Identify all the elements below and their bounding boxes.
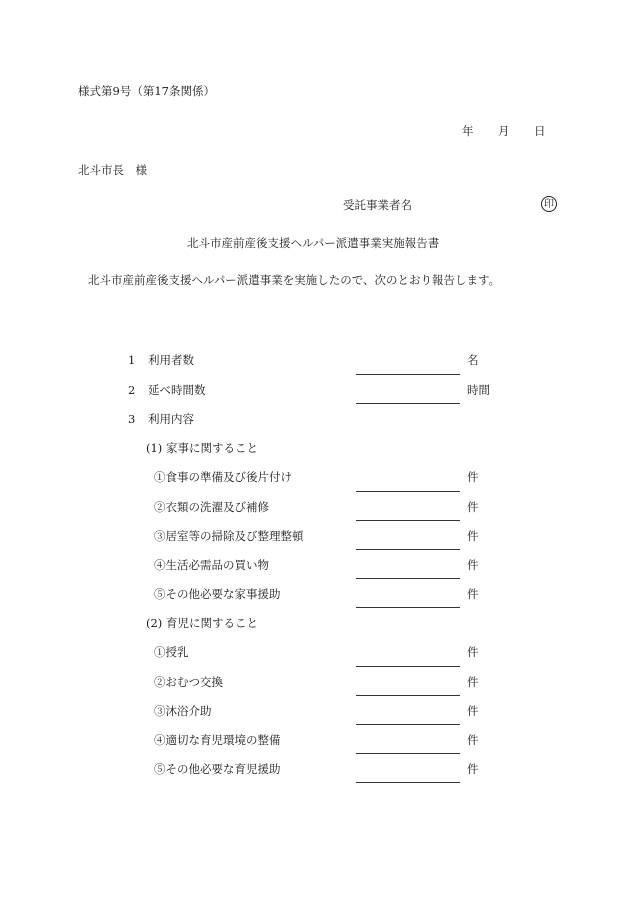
unit-label: 件	[467, 645, 479, 659]
entry-label: ③居室等の掃除及び整理整頓	[154, 529, 304, 543]
intro-text: 北斗市産前産後支援ヘルパー派遣事業を実施したので、次のとおり報告します。	[88, 273, 501, 287]
unit-label: 件	[467, 558, 479, 572]
blank-line[interactable]	[356, 520, 460, 521]
entry-label: ②衣類の洗濯及び補修	[154, 500, 269, 514]
unit-label: 件	[467, 762, 479, 776]
section-heading-housework: (1) 家事に関すること	[146, 441, 258, 455]
unit-label: 件	[467, 675, 479, 689]
unit-label: 件	[467, 470, 479, 484]
blank-line[interactable]	[356, 607, 460, 608]
document-title: 北斗市産前産後支援ヘルパー派遣事業実施報告書	[187, 236, 440, 250]
unit-label: 件	[467, 587, 479, 601]
section-heading-childcare: (2) 育児に関すること	[146, 616, 258, 630]
item-label-content: 利用内容	[148, 412, 194, 426]
date-day-label: 日	[534, 124, 546, 138]
unit-label: 時間	[467, 383, 490, 397]
item-number: 1	[128, 353, 136, 367]
item-number: 2	[128, 383, 136, 397]
addressee: 北斗市長 様	[78, 163, 147, 177]
unit-label: 件	[467, 704, 479, 718]
entry-label: ⑤その他必要な育児援助	[154, 762, 281, 776]
item-label-hours: 延べ時間数	[148, 383, 206, 397]
blank-line[interactable]	[356, 753, 460, 754]
entry-label: ④生活必需品の買い物	[154, 558, 269, 572]
item-label-users: 利用者数	[148, 353, 194, 367]
unit-label: 件	[467, 733, 479, 747]
blank-line[interactable]	[356, 491, 460, 492]
unit-label: 件	[467, 500, 479, 514]
entry-label: ④適切な育児環境の整備	[154, 733, 281, 747]
entry-label: ⑤その他必要な家事援助	[154, 587, 281, 601]
entry-label: ③沐浴介助	[154, 704, 212, 718]
item-number: 3	[128, 412, 136, 426]
entry-label: ②おむつ交換	[154, 675, 223, 689]
blank-line[interactable]	[356, 782, 460, 783]
entry-label: ①食事の準備及び後片付け	[154, 470, 292, 484]
blank-line[interactable]	[356, 578, 460, 579]
blank-line[interactable]	[356, 724, 460, 725]
unit-label: 件	[467, 529, 479, 543]
date-year-label: 年	[462, 124, 474, 138]
form-number: 様式第9号（第17条関係）	[78, 84, 215, 98]
unit-label: 名	[467, 353, 479, 367]
date-month-label: 月	[498, 124, 510, 138]
entry-label: ①授乳	[154, 645, 189, 659]
contractor-name-label: 受託事業者名	[343, 198, 412, 212]
blank-line-users[interactable]	[356, 374, 460, 375]
seal-mark: 印	[541, 196, 557, 212]
blank-line[interactable]	[356, 549, 460, 550]
blank-line-hours[interactable]	[356, 403, 460, 404]
blank-line[interactable]	[356, 666, 460, 667]
blank-line[interactable]	[356, 695, 460, 696]
